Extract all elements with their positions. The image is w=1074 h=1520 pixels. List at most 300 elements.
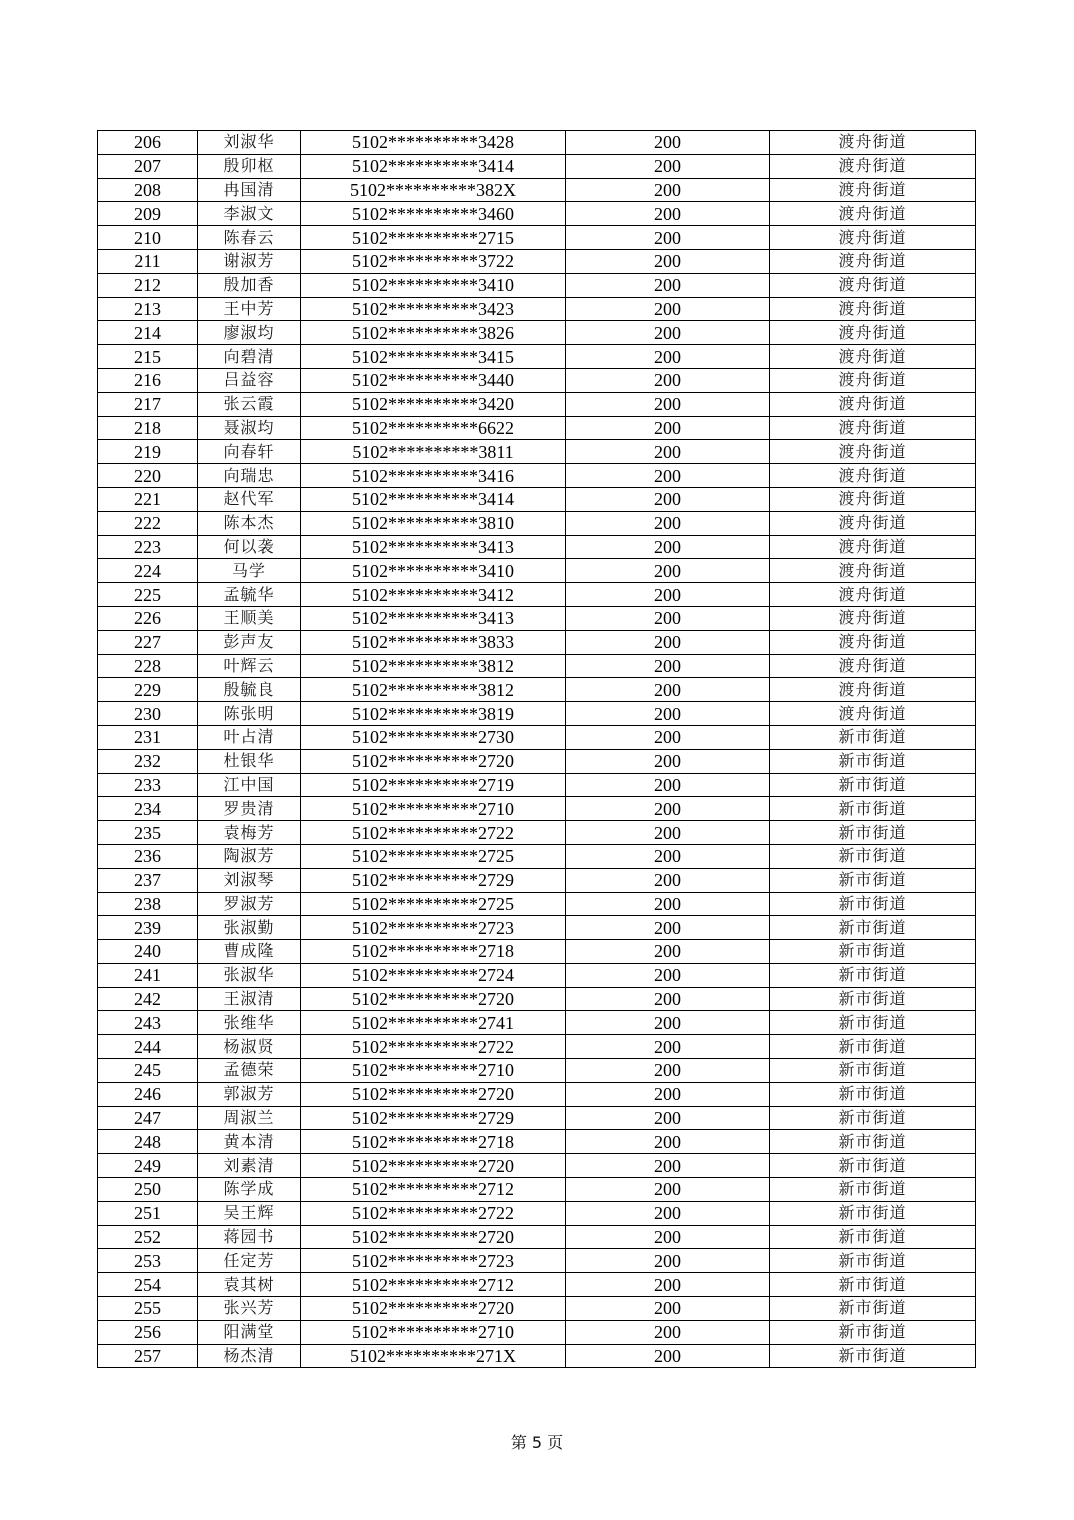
id-number-cell: 5102**********2710 <box>301 1320 566 1344</box>
row-number-cell: 224 <box>98 559 198 583</box>
id-number-cell: 5102**********6622 <box>301 416 566 440</box>
row-number-cell: 216 <box>98 368 198 392</box>
row-number-cell: 226 <box>98 606 198 630</box>
amount-cell: 200 <box>566 273 770 297</box>
name-cell: 杜银华 <box>198 749 301 773</box>
amount-cell: 200 <box>566 583 770 607</box>
street-cell: 新市街道 <box>770 1082 976 1106</box>
id-number-cell: 5102**********2718 <box>301 1130 566 1154</box>
row-number-cell: 251 <box>98 1201 198 1225</box>
row-number-cell: 210 <box>98 226 198 250</box>
row-number-cell: 238 <box>98 892 198 916</box>
id-number-cell: 5102**********2724 <box>301 963 566 987</box>
table-row <box>98 749 976 773</box>
table-row <box>98 868 976 892</box>
amount-cell: 200 <box>566 392 770 416</box>
amount-cell: 200 <box>566 1154 770 1178</box>
id-number-cell: 5102**********3826 <box>301 321 566 345</box>
street-cell: 新市街道 <box>770 987 976 1011</box>
name-cell: 曹成隆 <box>198 940 301 964</box>
table-row <box>98 1035 976 1059</box>
amount-cell: 200 <box>566 844 770 868</box>
name-cell: 向瑞忠 <box>198 464 301 488</box>
amount-cell: 200 <box>566 1178 770 1202</box>
name-cell: 吴王辉 <box>198 1201 301 1225</box>
row-number-cell: 225 <box>98 583 198 607</box>
id-number-cell: 5102**********2723 <box>301 1249 566 1273</box>
row-number-cell: 247 <box>98 1106 198 1130</box>
name-cell: 吕益容 <box>198 368 301 392</box>
id-number-cell: 5102**********3812 <box>301 678 566 702</box>
name-cell: 陈学成 <box>198 1178 301 1202</box>
id-number-cell: 5102**********3420 <box>301 392 566 416</box>
street-cell: 新市街道 <box>770 844 976 868</box>
street-cell: 渡舟街道 <box>770 178 976 202</box>
id-number-cell: 5102**********2720 <box>301 987 566 1011</box>
name-cell: 陈张明 <box>198 702 301 726</box>
street-cell: 渡舟街道 <box>770 583 976 607</box>
row-number-cell: 256 <box>98 1320 198 1344</box>
row-number-cell: 217 <box>98 392 198 416</box>
row-number-cell: 246 <box>98 1082 198 1106</box>
id-number-cell: 5102**********3440 <box>301 368 566 392</box>
row-number-cell: 222 <box>98 511 198 535</box>
row-number-cell: 209 <box>98 202 198 226</box>
amount-cell: 200 <box>566 249 770 273</box>
name-cell: 陈春云 <box>198 226 301 250</box>
street-cell: 渡舟街道 <box>770 416 976 440</box>
table-row <box>98 1011 976 1035</box>
street-cell: 新市街道 <box>770 749 976 773</box>
table-row <box>98 606 976 630</box>
street-cell: 渡舟街道 <box>770 654 976 678</box>
name-cell: 蒋园书 <box>198 1225 301 1249</box>
amount-cell: 200 <box>566 1297 770 1321</box>
amount-cell: 200 <box>566 725 770 749</box>
street-cell: 渡舟街道 <box>770 702 976 726</box>
row-number-cell: 208 <box>98 178 198 202</box>
row-number-cell: 211 <box>98 249 198 273</box>
amount-cell: 200 <box>566 1201 770 1225</box>
row-number-cell: 255 <box>98 1297 198 1321</box>
table-row <box>98 678 976 702</box>
street-cell: 渡舟街道 <box>770 345 976 369</box>
table-row <box>98 1178 976 1202</box>
street-cell: 渡舟街道 <box>770 630 976 654</box>
table-row <box>98 916 976 940</box>
table-row <box>98 345 976 369</box>
name-cell: 叶辉云 <box>198 654 301 678</box>
name-cell: 向碧清 <box>198 345 301 369</box>
street-cell: 新市街道 <box>770 773 976 797</box>
street-cell: 新市街道 <box>770 1059 976 1083</box>
table-row <box>98 821 976 845</box>
street-cell: 新市街道 <box>770 725 976 749</box>
id-number-cell: 5102**********3428 <box>301 131 566 155</box>
row-number-cell: 253 <box>98 1249 198 1273</box>
street-cell: 渡舟街道 <box>770 273 976 297</box>
amount-cell: 200 <box>566 1344 770 1368</box>
table-row <box>98 1297 976 1321</box>
table-row <box>98 987 976 1011</box>
row-number-cell: 252 <box>98 1225 198 1249</box>
table-row <box>98 1059 976 1083</box>
table-row <box>98 1154 976 1178</box>
street-cell: 渡舟街道 <box>770 368 976 392</box>
table-row <box>98 1201 976 1225</box>
street-cell: 渡舟街道 <box>770 297 976 321</box>
row-number-cell: 206 <box>98 131 198 155</box>
id-number-cell: 5102**********3810 <box>301 511 566 535</box>
row-number-cell: 254 <box>98 1273 198 1297</box>
row-number-cell: 241 <box>98 963 198 987</box>
row-number-cell: 230 <box>98 702 198 726</box>
table-row <box>98 131 976 155</box>
amount-cell: 200 <box>566 368 770 392</box>
amount-cell: 200 <box>566 440 770 464</box>
street-cell: 新市街道 <box>770 1130 976 1154</box>
street-cell: 渡舟街道 <box>770 440 976 464</box>
id-number-cell: 5102**********2712 <box>301 1273 566 1297</box>
table-row <box>98 654 976 678</box>
street-cell: 新市街道 <box>770 1201 976 1225</box>
name-cell: 殷毓良 <box>198 678 301 702</box>
street-cell: 新市街道 <box>770 1320 976 1344</box>
row-number-cell: 231 <box>98 725 198 749</box>
table-row <box>98 154 976 178</box>
id-number-cell: 5102**********3412 <box>301 583 566 607</box>
row-number-cell: 239 <box>98 916 198 940</box>
row-number-cell: 214 <box>98 321 198 345</box>
id-number-cell: 5102**********3414 <box>301 154 566 178</box>
row-number-cell: 232 <box>98 749 198 773</box>
amount-cell: 200 <box>566 1011 770 1035</box>
street-cell: 新市街道 <box>770 1225 976 1249</box>
id-number-cell: 5102**********2720 <box>301 1154 566 1178</box>
row-number-cell: 221 <box>98 487 198 511</box>
name-cell: 廖淑均 <box>198 321 301 345</box>
name-cell: 向春轩 <box>198 440 301 464</box>
street-cell: 新市街道 <box>770 1011 976 1035</box>
amount-cell: 200 <box>566 131 770 155</box>
street-cell: 新市街道 <box>770 1273 976 1297</box>
table-row <box>98 249 976 273</box>
table-row <box>98 1344 976 1368</box>
amount-cell: 200 <box>566 630 770 654</box>
street-cell: 渡舟街道 <box>770 392 976 416</box>
name-cell: 杨杰清 <box>198 1344 301 1368</box>
amount-cell: 200 <box>566 1130 770 1154</box>
name-cell: 王淑清 <box>198 987 301 1011</box>
row-number-cell: 218 <box>98 416 198 440</box>
table-row <box>98 297 976 321</box>
street-cell: 渡舟街道 <box>770 321 976 345</box>
amount-cell: 200 <box>566 963 770 987</box>
name-cell: 王顺美 <box>198 606 301 630</box>
id-number-cell: 5102**********2710 <box>301 1059 566 1083</box>
name-cell: 陈本杰 <box>198 511 301 535</box>
street-cell: 新市街道 <box>770 940 976 964</box>
table-row <box>98 368 976 392</box>
amount-cell: 200 <box>566 226 770 250</box>
table-row <box>98 630 976 654</box>
table-row <box>98 963 976 987</box>
table-row <box>98 1249 976 1273</box>
name-cell: 冉国清 <box>198 178 301 202</box>
amount-cell: 200 <box>566 868 770 892</box>
amount-cell: 200 <box>566 1273 770 1297</box>
amount-cell: 200 <box>566 773 770 797</box>
row-number-cell: 237 <box>98 868 198 892</box>
table-row <box>98 797 976 821</box>
street-cell: 渡舟街道 <box>770 559 976 583</box>
amount-cell: 200 <box>566 345 770 369</box>
id-number-cell: 5102**********382X <box>301 178 566 202</box>
id-number-cell: 5102**********2741 <box>301 1011 566 1035</box>
row-number-cell: 240 <box>98 940 198 964</box>
id-number-cell: 5102**********3416 <box>301 464 566 488</box>
name-cell: 周淑兰 <box>198 1106 301 1130</box>
id-number-cell: 5102**********2722 <box>301 821 566 845</box>
street-cell: 新市街道 <box>770 1178 976 1202</box>
name-cell: 刘淑琴 <box>198 868 301 892</box>
amount-cell: 200 <box>566 916 770 940</box>
amount-cell: 200 <box>566 1082 770 1106</box>
table-row <box>98 1273 976 1297</box>
name-cell: 何以袭 <box>198 535 301 559</box>
table-row <box>98 1320 976 1344</box>
amount-cell: 200 <box>566 321 770 345</box>
name-cell: 聂淑均 <box>198 416 301 440</box>
table-row <box>98 1082 976 1106</box>
row-number-cell: 220 <box>98 464 198 488</box>
roster-table-body <box>98 131 976 1368</box>
table-row <box>98 940 976 964</box>
id-number-cell: 5102**********2719 <box>301 773 566 797</box>
row-number-cell: 248 <box>98 1130 198 1154</box>
row-number-cell: 249 <box>98 1154 198 1178</box>
amount-cell: 200 <box>566 1249 770 1273</box>
id-number-cell: 5102**********2725 <box>301 844 566 868</box>
name-cell: 刘淑华 <box>198 131 301 155</box>
row-number-cell: 219 <box>98 440 198 464</box>
name-cell: 杨淑贤 <box>198 1035 301 1059</box>
street-cell: 新市街道 <box>770 1297 976 1321</box>
amount-cell: 200 <box>566 678 770 702</box>
name-cell: 张维华 <box>198 1011 301 1035</box>
table-row <box>98 725 976 749</box>
id-number-cell: 5102**********2730 <box>301 725 566 749</box>
table-row <box>98 202 976 226</box>
name-cell: 王中芳 <box>198 297 301 321</box>
table-row <box>98 773 976 797</box>
name-cell: 赵代军 <box>198 487 301 511</box>
row-number-cell: 228 <box>98 654 198 678</box>
id-number-cell: 5102**********2718 <box>301 940 566 964</box>
name-cell: 郭淑芳 <box>198 1082 301 1106</box>
table-row <box>98 487 976 511</box>
street-cell: 渡舟街道 <box>770 487 976 511</box>
name-cell: 罗淑芳 <box>198 892 301 916</box>
street-cell: 渡舟街道 <box>770 154 976 178</box>
row-number-cell: 244 <box>98 1035 198 1059</box>
name-cell: 孟德荣 <box>198 1059 301 1083</box>
amount-cell: 200 <box>566 416 770 440</box>
street-cell: 新市街道 <box>770 797 976 821</box>
id-number-cell: 5102**********2729 <box>301 1106 566 1130</box>
amount-cell: 200 <box>566 654 770 678</box>
id-number-cell: 5102**********3410 <box>301 273 566 297</box>
table-row <box>98 440 976 464</box>
page-number: 第 5 页 <box>510 1433 564 1452</box>
row-number-cell: 257 <box>98 1344 198 1368</box>
row-number-cell: 223 <box>98 535 198 559</box>
row-number-cell: 243 <box>98 1011 198 1035</box>
amount-cell: 200 <box>566 1059 770 1083</box>
roster-table <box>97 130 976 1368</box>
street-cell: 渡舟街道 <box>770 606 976 630</box>
street-cell: 渡舟街道 <box>770 464 976 488</box>
amount-cell: 200 <box>566 202 770 226</box>
amount-cell: 200 <box>566 892 770 916</box>
roster-sheet <box>97 130 975 1368</box>
id-number-cell: 5102**********3722 <box>301 249 566 273</box>
row-number-cell: 229 <box>98 678 198 702</box>
id-number-cell: 5102**********2720 <box>301 1225 566 1249</box>
id-number-cell: 5102**********2715 <box>301 226 566 250</box>
name-cell: 刘素清 <box>198 1154 301 1178</box>
street-cell: 新市街道 <box>770 1154 976 1178</box>
street-cell: 渡舟街道 <box>770 535 976 559</box>
table-row <box>98 844 976 868</box>
name-cell: 孟毓华 <box>198 583 301 607</box>
amount-cell: 200 <box>566 1320 770 1344</box>
table-row <box>98 702 976 726</box>
amount-cell: 200 <box>566 559 770 583</box>
id-number-cell: 5102**********3811 <box>301 440 566 464</box>
table-row <box>98 559 976 583</box>
amount-cell: 200 <box>566 749 770 773</box>
row-number-cell: 212 <box>98 273 198 297</box>
table-row <box>98 178 976 202</box>
id-number-cell: 5102**********3460 <box>301 202 566 226</box>
street-cell: 渡舟街道 <box>770 511 976 535</box>
street-cell: 渡舟街道 <box>770 249 976 273</box>
row-number-cell: 236 <box>98 844 198 868</box>
id-number-cell: 5102**********271X <box>301 1344 566 1368</box>
amount-cell: 200 <box>566 464 770 488</box>
table-row <box>98 1130 976 1154</box>
name-cell: 张云霞 <box>198 392 301 416</box>
row-number-cell: 213 <box>98 297 198 321</box>
name-cell: 江中国 <box>198 773 301 797</box>
id-number-cell: 5102**********2720 <box>301 749 566 773</box>
name-cell: 任定芳 <box>198 1249 301 1273</box>
id-number-cell: 5102**********3413 <box>301 535 566 559</box>
id-number-cell: 5102**********2725 <box>301 892 566 916</box>
name-cell: 殷卯枢 <box>198 154 301 178</box>
street-cell: 渡舟街道 <box>770 131 976 155</box>
amount-cell: 200 <box>566 702 770 726</box>
table-row <box>98 416 976 440</box>
table-row <box>98 892 976 916</box>
row-number-cell: 235 <box>98 821 198 845</box>
amount-cell: 200 <box>566 987 770 1011</box>
id-number-cell: 5102**********3413 <box>301 606 566 630</box>
id-number-cell: 5102**********2720 <box>301 1082 566 1106</box>
table-row <box>98 392 976 416</box>
street-cell: 新市街道 <box>770 916 976 940</box>
id-number-cell: 5102**********3819 <box>301 702 566 726</box>
amount-cell: 200 <box>566 797 770 821</box>
name-cell: 张淑华 <box>198 963 301 987</box>
name-cell: 谢淑芳 <box>198 249 301 273</box>
street-cell: 渡舟街道 <box>770 226 976 250</box>
table-row <box>98 464 976 488</box>
name-cell: 李淑文 <box>198 202 301 226</box>
name-cell: 袁其树 <box>198 1273 301 1297</box>
amount-cell: 200 <box>566 178 770 202</box>
street-cell: 新市街道 <box>770 1249 976 1273</box>
name-cell: 袁梅芳 <box>198 821 301 845</box>
amount-cell: 200 <box>566 511 770 535</box>
name-cell: 叶占清 <box>198 725 301 749</box>
id-number-cell: 5102**********3812 <box>301 654 566 678</box>
amount-cell: 200 <box>566 1106 770 1130</box>
street-cell: 渡舟街道 <box>770 678 976 702</box>
id-number-cell: 5102**********2720 <box>301 1297 566 1321</box>
id-number-cell: 5102**********2729 <box>301 868 566 892</box>
amount-cell: 200 <box>566 940 770 964</box>
name-cell: 张淑勤 <box>198 916 301 940</box>
name-cell: 张兴芳 <box>198 1297 301 1321</box>
row-number-cell: 215 <box>98 345 198 369</box>
name-cell: 马学 <box>198 559 301 583</box>
street-cell: 新市街道 <box>770 868 976 892</box>
name-cell: 彭声友 <box>198 630 301 654</box>
id-number-cell: 5102**********3410 <box>301 559 566 583</box>
amount-cell: 200 <box>566 487 770 511</box>
id-number-cell: 5102**********2712 <box>301 1178 566 1202</box>
row-number-cell: 207 <box>98 154 198 178</box>
street-cell: 新市街道 <box>770 1035 976 1059</box>
table-row <box>98 273 976 297</box>
amount-cell: 200 <box>566 606 770 630</box>
row-number-cell: 242 <box>98 987 198 1011</box>
street-cell: 新市街道 <box>770 963 976 987</box>
amount-cell: 200 <box>566 297 770 321</box>
row-number-cell: 233 <box>98 773 198 797</box>
amount-cell: 200 <box>566 154 770 178</box>
street-cell: 新市街道 <box>770 1106 976 1130</box>
table-row <box>98 583 976 607</box>
id-number-cell: 5102**********2723 <box>301 916 566 940</box>
name-cell: 陶淑芳 <box>198 844 301 868</box>
id-number-cell: 5102**********2710 <box>301 797 566 821</box>
table-row <box>98 511 976 535</box>
row-number-cell: 250 <box>98 1178 198 1202</box>
id-number-cell: 5102**********2722 <box>301 1035 566 1059</box>
street-cell: 渡舟街道 <box>770 202 976 226</box>
table-row <box>98 535 976 559</box>
name-cell: 殷加香 <box>198 273 301 297</box>
name-cell: 黄本清 <box>198 1130 301 1154</box>
id-number-cell: 5102**********3414 <box>301 487 566 511</box>
table-row <box>98 226 976 250</box>
id-number-cell: 5102**********3415 <box>301 345 566 369</box>
street-cell: 新市街道 <box>770 821 976 845</box>
amount-cell: 200 <box>566 1225 770 1249</box>
